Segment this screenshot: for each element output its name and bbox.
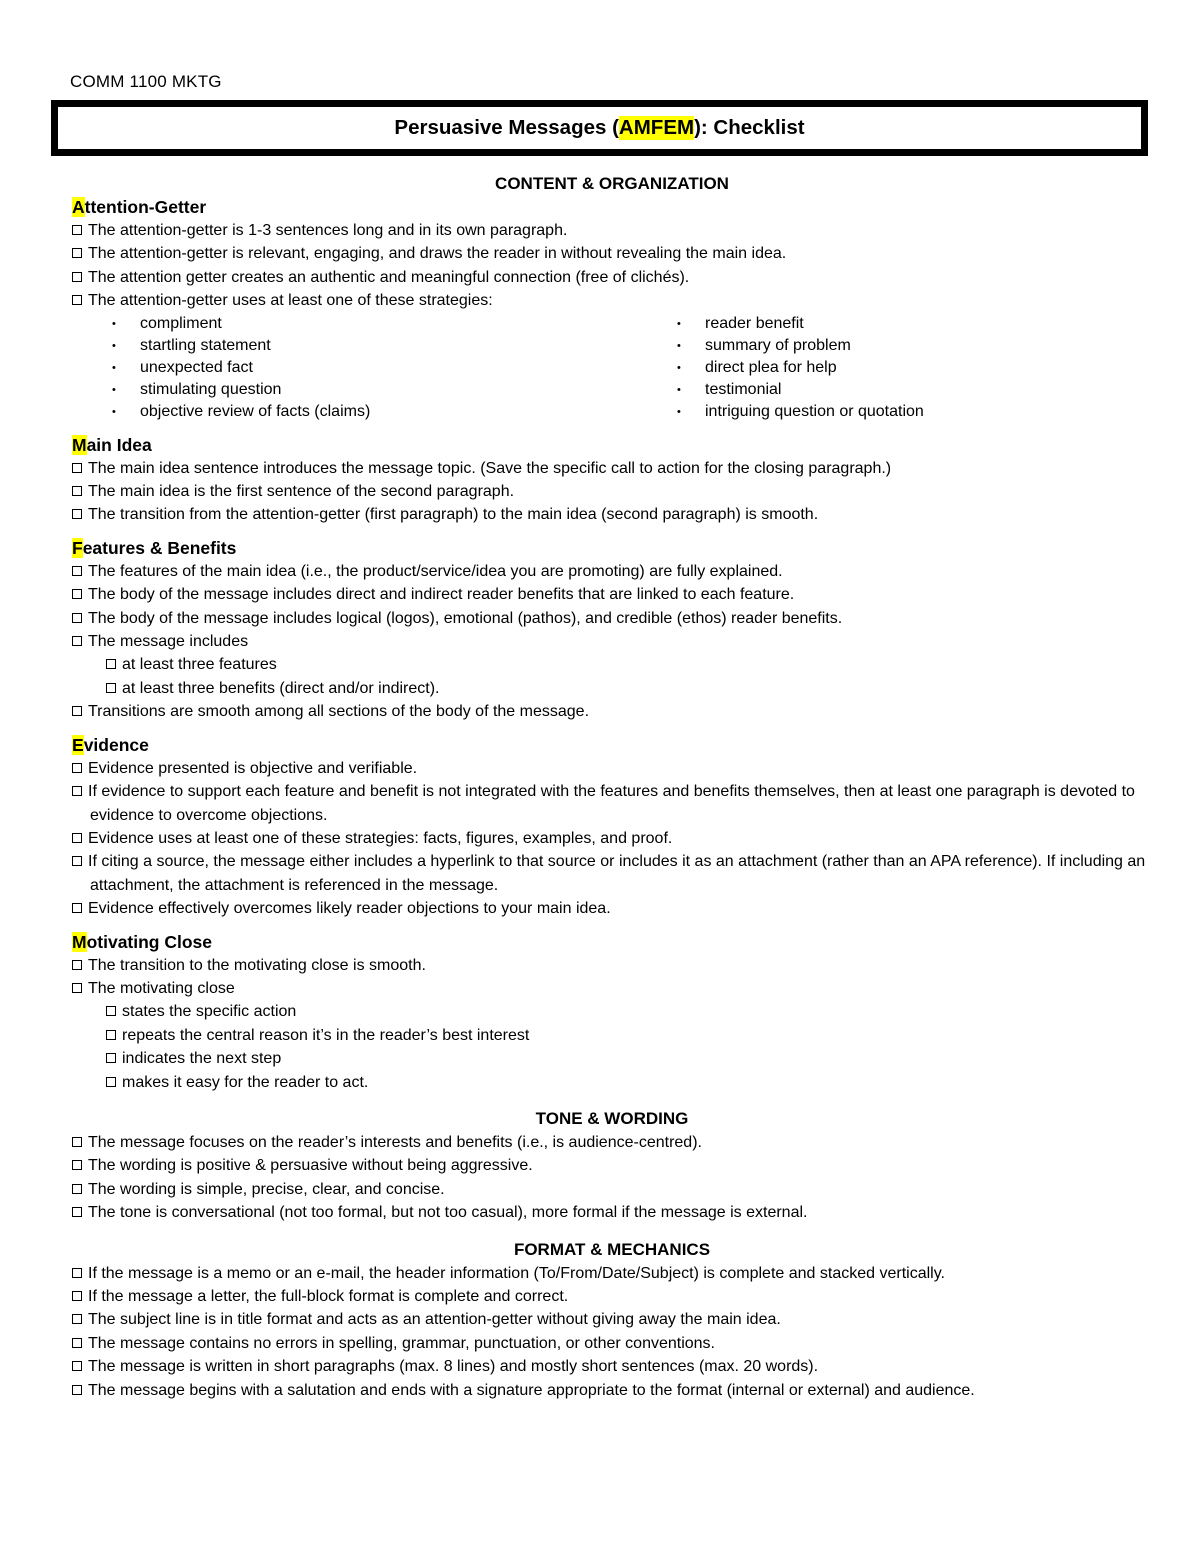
item-text: The attention-getter is 1-3 sentences long and in its own paragraph. [88, 222, 568, 239]
checklist-item [72, 977, 1152, 1000]
title-highlight: AMFEM [618, 116, 695, 139]
bullet-icon: • [112, 384, 116, 397]
checkbox-icon[interactable] [106, 1006, 116, 1016]
checkbox-icon[interactable] [72, 1160, 82, 1170]
strategy-list [72, 313, 1152, 424]
item-text: The tone is conversational (not too formal, but not too casual), more formal if the message is external. [88, 1204, 808, 1222]
checkbox-icon[interactable] [72, 960, 82, 970]
course-code: COMM 1100 MKTG [70, 72, 222, 91]
checklist-item [72, 897, 1152, 920]
strategy-item [72, 313, 637, 335]
strategy-item [637, 357, 1137, 379]
item-text: The wording is positive & persuasive without being aggressive. [88, 1157, 533, 1175]
checkbox-icon[interactable] [72, 983, 82, 993]
checklist-item [72, 850, 1152, 897]
checkbox-icon[interactable] [72, 1207, 82, 1217]
item-text: The main idea is the first sentence of the second paragraph. [88, 483, 515, 501]
bullet-icon: • [677, 339, 681, 352]
checkbox-icon[interactable] [72, 486, 82, 496]
item-text: The message begins with a salutation and ends with a signature appropriate to the format (internal or external) and audience. [88, 1381, 975, 1399]
checkbox-icon[interactable] [106, 1053, 116, 1063]
strategy-text: direct plea for help [705, 359, 837, 377]
checklist-item [72, 560, 1152, 583]
item-text: The transition to the motivating close is smooth. [88, 956, 426, 974]
acronym-letter: M [72, 931, 87, 952]
checkbox-icon[interactable] [72, 763, 82, 773]
checklist-subitem [106, 1024, 1152, 1047]
item-text: If citing a source, the message either includes a hyperlink to that source or includes it as an attachment (rather than an APA reference). If including an attachment, the attachment is referenced in the message. [88, 853, 1146, 894]
acronym-letter: M [72, 434, 87, 455]
acronym-letter: E [72, 734, 84, 755]
checkbox-icon[interactable] [72, 1361, 82, 1371]
item-text: The motivating close [88, 979, 235, 997]
checkbox-icon[interactable] [72, 636, 82, 646]
strategy-text: reader benefit [705, 314, 804, 332]
item-text: The attention getter creates an authentic and meaningful connection (free of clichés). [88, 268, 690, 286]
item-text: The subject line is in title format and acts as an attention-getter without giving away the main idea. [88, 1311, 781, 1329]
checklist-item [72, 1332, 1152, 1355]
strategy-item [637, 379, 1137, 401]
checklist-item [72, 630, 1152, 653]
subsection-title: ttention-Getter [84, 197, 207, 217]
checklist-item [72, 457, 1152, 480]
strategy-text: compliment [140, 314, 222, 332]
checkbox-icon[interactable] [72, 272, 82, 282]
checkbox-icon[interactable] [72, 613, 82, 623]
checklist-item [72, 1178, 1152, 1201]
strategy-text: summary of problem [705, 336, 851, 354]
checklist-item [72, 480, 1152, 503]
checkbox-icon[interactable] [72, 1385, 82, 1395]
item-text: The message includes [88, 633, 249, 651]
strategy-text: unexpected fact [140, 359, 253, 377]
title-suffix: ): Checklist [694, 116, 805, 139]
checkbox-icon[interactable] [72, 1268, 82, 1278]
checklist-item [72, 1201, 1152, 1224]
title-box [51, 100, 1148, 156]
item-text: The body of the message includes logical (logos), emotional (pathos), and credible (ethos) reader benefits. [88, 609, 843, 627]
checkbox-icon[interactable] [72, 1137, 82, 1147]
subsection-evidence [72, 734, 1152, 757]
item-text: Transitions are smooth among all sections of the body of the message. [88, 703, 590, 721]
checkbox-icon[interactable] [72, 1184, 82, 1194]
strategy-item [72, 379, 637, 401]
checklist-item [72, 1308, 1152, 1331]
checklist-subitem [106, 653, 1152, 676]
checkbox-icon[interactable] [72, 856, 82, 866]
checklist-item [72, 780, 1152, 827]
bullet-icon: • [112, 362, 116, 375]
checklist-item [72, 583, 1152, 606]
bullet-icon: • [677, 406, 681, 419]
item-text: at least three benefits (direct and/or indirect). [122, 679, 440, 697]
checklist-subitem [106, 1071, 1152, 1094]
bullet-icon: • [112, 406, 116, 419]
checklist-item [72, 219, 1152, 242]
checkbox-icon[interactable] [72, 1338, 82, 1348]
checklist-subitem [106, 1047, 1152, 1070]
section-heading-format: FORMAT & MECHANICS [513, 1239, 711, 1259]
strategy-text: objective review of facts (claims) [140, 403, 371, 421]
item-text: at least three features [122, 656, 277, 674]
acronym-letter: F [72, 537, 83, 558]
checkbox-icon[interactable] [72, 706, 82, 716]
item-text: The transition from the attention-getter (first paragraph) to the main idea (second paragraph) is smooth. [88, 506, 819, 524]
checkbox-icon[interactable] [72, 903, 82, 913]
checklist-subitem [106, 1000, 1152, 1023]
strategy-item [72, 335, 637, 357]
item-text: states the specific action [122, 1003, 297, 1021]
section-heading-tone: TONE & WORDING [535, 1108, 689, 1128]
checklist-item [72, 1154, 1152, 1177]
subsection-title: vidence [83, 734, 149, 755]
checklist-item [72, 1131, 1152, 1154]
checkbox-icon[interactable] [106, 659, 116, 669]
checklist-item [72, 700, 1152, 723]
checklist-content [72, 172, 1152, 1402]
checklist-item [72, 289, 1152, 312]
item-text: The attention-getter is relevant, engaging, and draws the reader in without revealing the main idea. [88, 245, 787, 263]
checklist-item [72, 1355, 1152, 1378]
checkbox-icon[interactable] [72, 1314, 82, 1324]
bullet-icon: • [112, 339, 116, 352]
subsection-title: otivating Close [86, 931, 213, 952]
checklist-item [72, 503, 1152, 526]
checkbox-icon[interactable] [72, 786, 82, 796]
strategy-text: stimulating question [140, 381, 282, 399]
bullet-icon: • [112, 317, 116, 330]
subsection-features-benefits [72, 537, 1152, 560]
item-text: indicates the next step [122, 1050, 282, 1068]
checkbox-icon[interactable] [106, 683, 116, 693]
strategy-item [637, 313, 1137, 335]
strategy-item [72, 401, 637, 423]
checklist-item [72, 954, 1152, 977]
checkbox-icon[interactable] [106, 1030, 116, 1040]
document-title [58, 107, 1141, 149]
item-text: The body of the message includes direct and indirect reader benefits that are linked to each feature. [88, 586, 795, 604]
checkbox-icon[interactable] [72, 248, 82, 258]
checkbox-icon[interactable] [72, 589, 82, 599]
item-text: repeats the central reason it’s in the reader’s best interest [122, 1026, 530, 1044]
item-text: The message contains no errors in spelling, grammar, punctuation, or other conventions. [88, 1334, 715, 1352]
item-text: makes it easy for the reader to act. [122, 1073, 369, 1091]
checklist-item [72, 607, 1152, 630]
checkbox-icon[interactable] [106, 1077, 116, 1087]
strategy-text: startling statement [140, 336, 271, 354]
bullet-icon: • [677, 384, 681, 397]
subsection-attention-getter [72, 196, 1152, 219]
checkbox-icon[interactable] [72, 1291, 82, 1301]
checklist-item [72, 1379, 1152, 1402]
checkbox-icon[interactable] [72, 509, 82, 519]
item-text: Evidence uses at least one of these strategies: facts, figures, examples, and proof. [88, 829, 673, 847]
bullet-icon: • [677, 317, 681, 330]
strategy-item [637, 335, 1137, 357]
item-text: The message is written in short paragraphs (max. 8 lines) and mostly short sentences (max. 20 words). [88, 1358, 819, 1376]
item-text: If the message is a memo or an e-mail, the header information (To/From/Date/Subject) is complete and stacked vertically. [88, 1264, 945, 1282]
checklist-item [72, 1285, 1152, 1308]
section-heading-content: CONTENT & ORGANIZATION [495, 174, 729, 193]
item-text: If the message a letter, the full-block format is complete and correct. [88, 1288, 569, 1306]
item-text: The message focuses on the reader’s interests and benefits (i.e., is audience-centred). [88, 1133, 702, 1151]
checkbox-icon[interactable] [72, 295, 82, 305]
checkbox-icon[interactable] [72, 566, 82, 576]
item-text: The wording is simple, precise, clear, and concise. [88, 1180, 445, 1198]
item-text: The features of the main idea (i.e., the product/service/idea you are promoting) are fully explained. [88, 562, 783, 580]
checkbox-icon[interactable] [72, 463, 82, 473]
checklist-subitem [106, 677, 1152, 700]
subsection-main-idea [72, 434, 1152, 457]
strategy-item [637, 401, 1137, 423]
subsection-title: ain Idea [86, 434, 152, 455]
item-text: If evidence to support each feature and benefit is not integrated with the features and benefits themselves, then at least one paragraph is devoted to evidence to overcome objections. [88, 783, 1135, 824]
strategy-text: intriguing question or quotation [705, 403, 924, 421]
checkbox-icon[interactable] [72, 225, 82, 235]
checklist-item [72, 1262, 1152, 1285]
title-prefix: Persuasive Messages ( [394, 116, 619, 139]
checklist-item [72, 266, 1152, 289]
checklist-item [72, 827, 1152, 850]
item-text: The attention-getter uses at least one of these strategies: [88, 292, 493, 310]
strategy-item [72, 357, 637, 379]
strategy-text: testimonial [705, 381, 782, 399]
item-text: Evidence effectively overcomes likely reader objections to your main idea. [88, 900, 611, 918]
item-text: The main idea sentence introduces the message topic. (Save the specific call to action for the closing paragraph.) [88, 459, 892, 477]
checkbox-icon[interactable] [72, 833, 82, 843]
subsection-title: eatures & Benefits [82, 537, 237, 558]
acronym-letter: A [72, 197, 85, 217]
checklist-item [72, 757, 1152, 780]
subsection-motivating-close [72, 931, 1152, 954]
checklist-item [72, 242, 1152, 265]
item-text: Evidence presented is objective and verifiable. [88, 759, 418, 777]
bullet-icon: • [677, 362, 681, 375]
